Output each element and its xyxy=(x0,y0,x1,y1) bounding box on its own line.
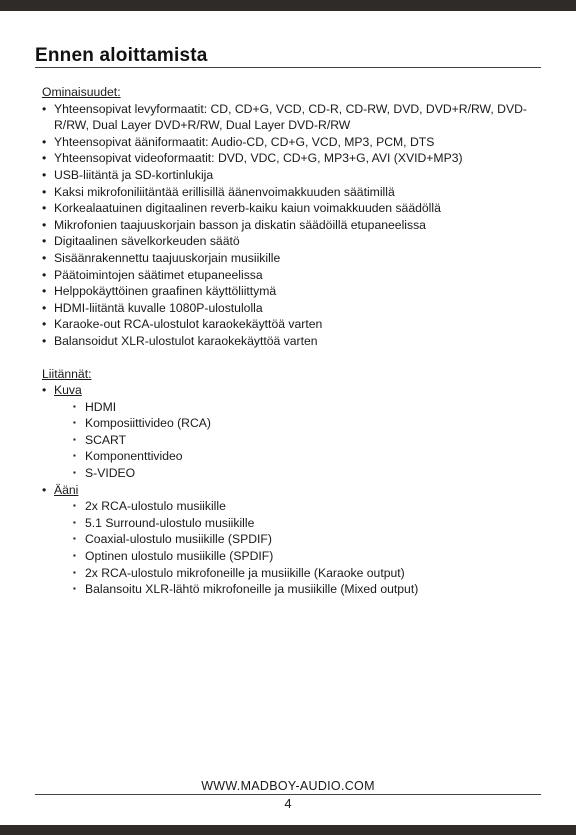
feature-item: • Digitaalinen sävelkorkeuden säätö xyxy=(42,233,542,250)
document-body xyxy=(42,84,542,598)
audio-connection-item: ▪ Balansoitu XLR-lähtö mikrofoneille ja musiikille (Mixed output) xyxy=(73,581,542,598)
video-connection-item: ▪ SCART xyxy=(73,432,542,449)
feature-item: • Yhteensopivat videoformaatit: DVD, VDC, CD+G, MP3+G, AVI (XVID+MP3) xyxy=(42,150,542,167)
features-heading: Ominaisuudet: xyxy=(42,85,121,99)
feature-item: • Sisäänrakennettu taajuuskorjain musiikille xyxy=(42,250,542,267)
feature-item: • Yhteensopivat ääniformaatit: Audio-CD, CD+G, VCD, MP3, PCM, DTS xyxy=(42,134,542,151)
audio-connections-list xyxy=(54,498,542,598)
video-group-label: Kuva xyxy=(54,383,82,398)
feature-item: • Korkealaatuinen digitaalinen reverb-kaiku kaiun voimakkuuden säädöllä xyxy=(42,200,542,217)
connections-heading: Liitännät: xyxy=(42,366,92,381)
bottom-border-bar xyxy=(0,825,576,835)
video-connection-item: ▪ Komposiittivideo (RCA) xyxy=(73,415,542,432)
feature-item: • Kaksi mikrofoniliitäntää erillisillä äänenvoimakkuuden säätimillä xyxy=(42,184,542,201)
feature-item: • Balansoidut XLR-ulostulot karaokekäyttöä varten xyxy=(42,333,542,350)
feature-item: • HDMI-liitäntä kuvalle 1080P-ulostulolla xyxy=(42,300,542,317)
footer-website: WWW.MADBOY-AUDIO.COM xyxy=(201,779,375,793)
audio-connection-item: ▪ Optinen ulostulo musiikille (SPDIF) xyxy=(73,548,542,565)
feature-item: • Yhteensopivat levyformaatit: CD, CD+G, VCD, CD-R, CD-RW, DVD, DVD+R/RW, DVD-R/RW, Dual Layer DVD+R/RW, Dual Layer DVD-R/RW xyxy=(42,101,542,134)
audio-group-label: Ääni xyxy=(54,482,79,497)
feature-item: • Helppokäyttöinen graafinen käyttöliittymä xyxy=(42,283,542,300)
connections-list xyxy=(42,382,542,598)
video-connection-item: ▪ Komponenttivideo xyxy=(73,448,542,465)
footer-divider xyxy=(35,794,541,795)
audio-connection-item: ▪ 2x RCA-ulostulo mikrofoneille ja musiikille (Karaoke output) xyxy=(73,565,542,582)
page-number: 4 xyxy=(284,796,292,811)
video-connections-list xyxy=(54,399,542,482)
top-border-bar xyxy=(0,0,576,11)
feature-item: • Mikrofonien taajuuskorjain basson ja diskatin säädöillä etupaneelissa xyxy=(42,217,542,234)
title-divider xyxy=(35,67,541,68)
feature-item: • Päätoimintojen säätimet etupaneelissa xyxy=(42,267,542,284)
connection-group-video xyxy=(42,382,542,482)
feature-item: • USB-liitäntä ja SD-kortinlukija xyxy=(42,167,542,184)
page-title: Ennen aloittamista xyxy=(35,45,208,66)
audio-connection-item: ▪ 5.1 Surround-ulostulo musiikille xyxy=(73,515,542,532)
video-connection-item: ▪ HDMI xyxy=(73,399,542,416)
video-connection-item: ▪ S-VIDEO xyxy=(73,465,542,482)
features-list xyxy=(42,101,542,350)
feature-item: • Karaoke-out RCA-ulostulot karaokekäyttöä varten xyxy=(42,316,542,333)
section-spacer xyxy=(42,350,542,366)
connection-group-audio xyxy=(42,482,542,598)
audio-connection-item: ▪ 2x RCA-ulostulo musiikille xyxy=(73,498,542,515)
audio-connection-item: ▪ Coaxial-ulostulo musiikille (SPDIF) xyxy=(73,531,542,548)
